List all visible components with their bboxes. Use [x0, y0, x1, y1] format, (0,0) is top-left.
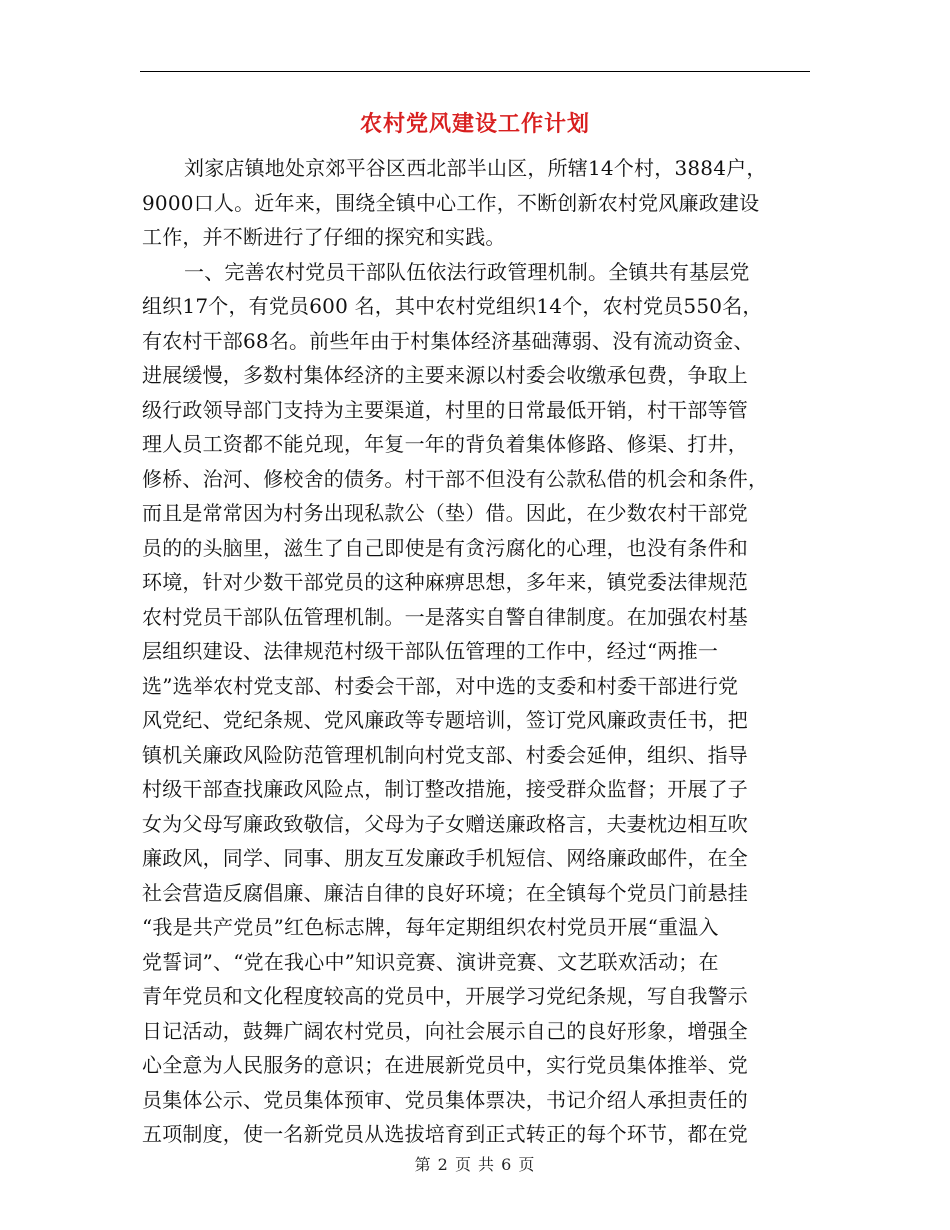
- body-line: 层组织建设、法律规范村级干部队伍管理的工作中，经过“两推一: [142, 639, 719, 663]
- body-line: 9000口人。近年来，围绕全镇中心工作，不断创新农村党风廉政建设: [142, 190, 760, 215]
- body-line: 理人员工资都不能兑现，年复一年的背负着集体修路、修渠、打井，: [142, 432, 748, 456]
- body-line: 修桥、治河、修校舍的债务。村干部不但没有公款私借的机会和条件，: [142, 466, 769, 491]
- body-line: 刘家店镇地处京郊平谷区西北部半山区，所辖14个村，3884户，: [184, 156, 767, 180]
- body-line: 员集体公示、党员集体预审、党员集体票决，书记介绍人承担责任的: [142, 1087, 748, 1112]
- body-line: 五项制度，使一名新党员从选拔培育到正式转正的每个环节，都在党: [142, 1122, 748, 1146]
- body-line: “我是共产党员”红色标志牌，每年定期组织农村党员开展“重温入: [142, 915, 719, 939]
- body-line: 有农村干部68名。前些年由于村集体经济基础薄弱、没有流动资金、: [142, 328, 754, 353]
- header-rule: [140, 71, 810, 72]
- body-line: 级行政领导部门支持为主要渠道，村里的日常最低开销，村干部等管: [142, 397, 748, 422]
- page-number-footer: 第 2 页 共 6 页: [414, 1155, 536, 1174]
- body-line: 镇机关廉政风险防范管理机制向村党支部、村委会延伸，组织、指导: [142, 742, 748, 767]
- body-line: 农村党员干部队伍管理机制。一是落实自警自律制度。在加强农村基: [142, 604, 748, 629]
- body-line: 一、完善农村党员干部队伍依法行政管理机制。全镇共有基层党: [184, 259, 750, 284]
- body-line: 风党纪、党纪条规、党风廉政等专题培训，签订党风廉政责任书，把: [142, 708, 748, 732]
- body-line: 廉政风，同学、同事、朋友互发廉政手机短信、网络廉政邮件，在全: [142, 846, 748, 870]
- body-line: 日记活动，鼓舞广阔农村党员，向社会展示自己的良好形象，增强全: [142, 1018, 748, 1043]
- body-line: 环境，针对少数干部党员的这种麻痹思想，多年来，镇党委法律规范: [142, 570, 748, 594]
- body-line: 选”选举农村党支部、村委会干部，对中选的支委和村委干部进行党: [142, 673, 739, 698]
- body-line: 进展缓慢，多数村集体经济的主要来源以村委会收缴承包费，争取上: [142, 363, 748, 387]
- body-line: 心全意为人民服务的意识；在进展新党员中，实行党员集体推举、党: [142, 1053, 748, 1077]
- body-line: 党誓词”、“党在我心中”知识竞赛、演讲竞赛、文艺联欢活动；在: [142, 949, 719, 974]
- document-body: [142, 151, 802, 1152]
- body-line: 员的的头脑里，滋生了自己即使是有贪污腐化的心理，也没有条件和: [142, 535, 748, 560]
- body-line: 而且是常常因为村务出现私款公（垫）借。因此，在少数农村干部党: [142, 501, 748, 525]
- body-line: 村级干部查找廉政风险点，制订整改措施，接受群众监督；开展了子: [142, 777, 748, 801]
- document-title: 农村党风建设工作计划: [359, 111, 590, 137]
- body-line: 工作，并不断进行了仔细的探究和实践。: [142, 225, 506, 249]
- body-line: 组织17个，有党员600 名，其中农村党组织14个，农村党员550名，: [142, 294, 763, 318]
- body-line: 社会营造反腐倡廉、廉洁自律的良好环境；在全镇每个党员门前悬挂: [142, 880, 748, 905]
- body-line: 青年党员和文化程度较高的党员中，开展学习党纪条规，写自我警示: [142, 984, 748, 1008]
- body-line: 女为父母写廉政致敬信，父母为子女赠送廉政格言，夫妻枕边相互吹: [142, 811, 748, 836]
